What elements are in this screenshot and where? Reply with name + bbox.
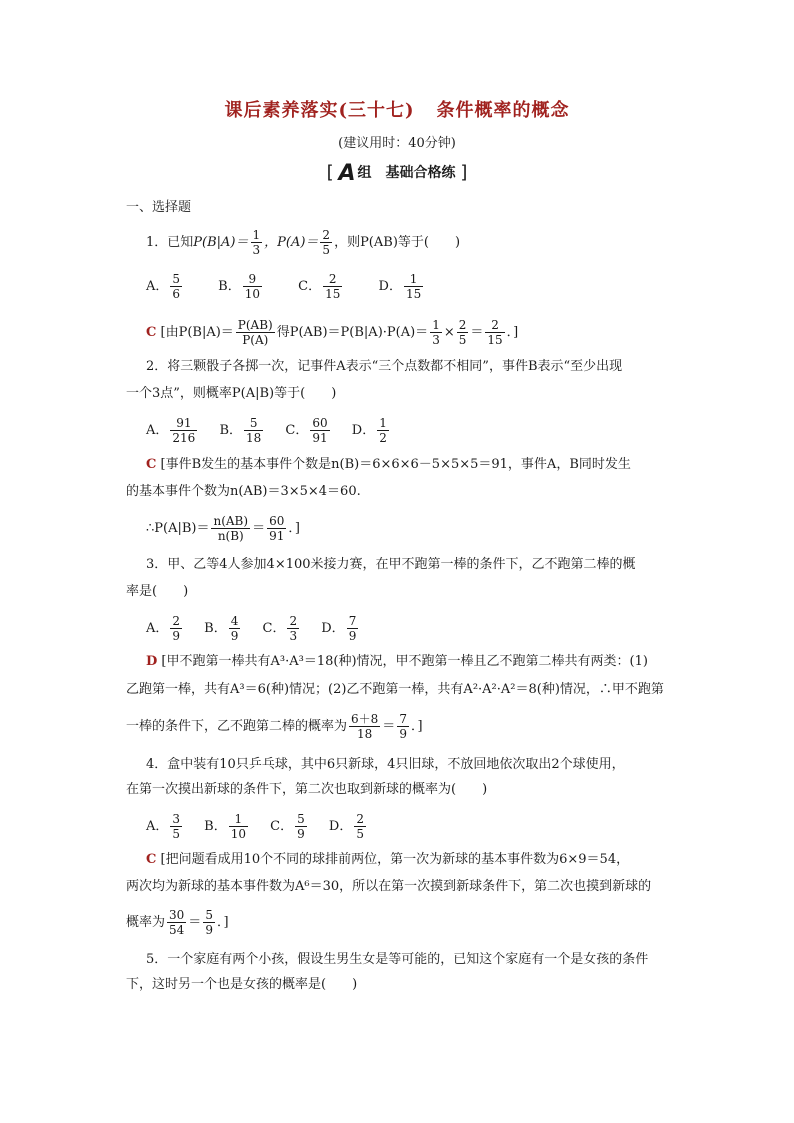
question-3-solution-line-3: 一棒的条件下，乙不跑第二棒的概率为 $\frac{6+8}{18}$ ＝ $\frac{7}{9}$ ．] [126, 712, 423, 741]
question-4-stem-line-2: 在第一次摸出新球的条件下，第二次也取到新球的概率为( ) [126, 782, 488, 797]
title-sub: 条件概率的概念 [436, 100, 570, 121]
question-3-options [146, 614, 390, 643]
question-1-solution: C [由P(B|A)＝ $\frac{P(AB)}{P(A)}$ 得P(AB)＝P(B|A)·P(A)＝ $\frac{1}{3}$ × $\frac{2}{5}$ ＝ $\frac{2}{15}$ ．] [146, 318, 519, 347]
option-a: A． $\frac{3}{5}$ [146, 812, 181, 841]
group-name: 基础合格练 [385, 165, 456, 181]
group-heading: [ A 组 基础合格练 ] [326, 161, 468, 186]
question-3-stem-line-1: 3．甲、乙等4人参加4×100米接力赛，在甲不跑第一棒的条件下，乙不跑第二棒的概 [146, 557, 636, 572]
question-2-stem-line-1: 2．将三颗骰子各掷一次，记事件A表示“三个点数都不相同”，事件B表示“至少出现 [146, 359, 623, 374]
option-c: C． $\frac{60}{91}$ [285, 416, 328, 445]
option-a: A． $\frac{2}{9}$ [146, 614, 181, 643]
group-label: 组 [357, 165, 372, 181]
question-5-stem-line-1: 5．一个家庭有两个小孩，假设生男生女是等可能的，已知这个家庭有一个是女孩的条件 [146, 952, 649, 967]
question-4-stem-line-1: 4．盒中装有10只乒乓球，其中6只新球，4只旧球，不放回地依次取出2个球使用， [146, 757, 625, 772]
option-c: C． $\frac{2}{15}$ [298, 272, 341, 301]
question-2-options [146, 416, 421, 445]
title-main: 课后素养落实(三十七) [224, 100, 415, 121]
section-heading: 一、选择题 [126, 200, 192, 215]
answer-letter: C [146, 457, 157, 472]
question-2-solution-line-3: ∴P(A|B)＝ $\frac{n(AB)}{n(B)}$ ＝ $\frac{60}{91}$ ．] [146, 514, 300, 543]
suggested-time: (建议用时：40分钟) [338, 136, 456, 151]
question-5-stem-line-2: 下，这时另一个也是女孩的概率是( ) [126, 977, 358, 992]
option-b: B． $\frac{9}{10}$ [218, 272, 261, 301]
option-b: B． $\frac{4}{9}$ [204, 614, 239, 643]
answer-letter: C [146, 325, 157, 340]
question-3-solution-line-1: D [甲不跑第一棒共有A³·A³＝18(种)情况，甲不跑第一棒且乙不跑第二棒共有两类：(1) [146, 654, 648, 669]
option-d: D． $\frac{2}{5}$ [328, 812, 364, 841]
option-a: A． $\frac{5}{6}$ [146, 272, 181, 301]
option-b: B． $\frac{1}{10}$ [204, 812, 247, 841]
option-d: D． $\frac{1}{2}$ [351, 416, 387, 445]
option-d: D． $\frac{7}{9}$ [321, 614, 357, 643]
question-3-stem-line-2: 率是( ) [126, 584, 189, 599]
question-4-options [146, 812, 398, 841]
question-4-solution-line-1: C [把问题看成用10个不同的球排前两位，第一次为新球的基本事件数为6×9＝54， [146, 852, 630, 867]
answer-letter: D [146, 654, 158, 669]
answer-letter: C [146, 852, 157, 867]
question-2-stem-line-2: 一个3点”，则概率P(A|B)等于( ) [126, 386, 337, 401]
question-4-solution-line-2: 两次均为新球的基本事件数为A⁶＝30，所以在第一次摸到新球条件下，第二次也摸到新球的 [126, 879, 652, 894]
page-title [0, 96, 794, 122]
option-d: D． $\frac{1}{15}$ [378, 272, 422, 301]
option-b: B． $\frac{5}{18}$ [219, 416, 262, 445]
question-4-solution-line-3: 概率为 $\frac{30}{54}$ ＝ $\frac{5}{9}$ ．] [126, 908, 229, 937]
question-1-stem: 1．已知P(B|A)＝ $\frac{1}{3}$ ，P(A)＝ $\frac{2}{5}$ ，则P(AB)等于( ) [146, 228, 461, 257]
question-2-solution-line-2: 的基本事件个数为n(AB)＝3×5×4＝60. [126, 484, 361, 499]
question-1-options [146, 272, 455, 301]
question-2-solution-line-1: C [事件B发生的基本事件个数是n(B)＝6×6×6－5×5×5＝91，事件A，B同时发生 [146, 457, 631, 472]
option-c: C． $\frac{2}{3}$ [262, 614, 298, 643]
group-letter: A [338, 161, 356, 186]
option-c: C． $\frac{5}{9}$ [270, 812, 305, 841]
option-a: A． $\frac{91}{216}$ [146, 416, 196, 445]
question-3-solution-line-2: 乙跑第一棒，共有A³＝6(种)情况；(2)乙不跑第一棒，共有A²·A²·A²＝8(种)情况，∴甲不跑第 [126, 682, 664, 697]
